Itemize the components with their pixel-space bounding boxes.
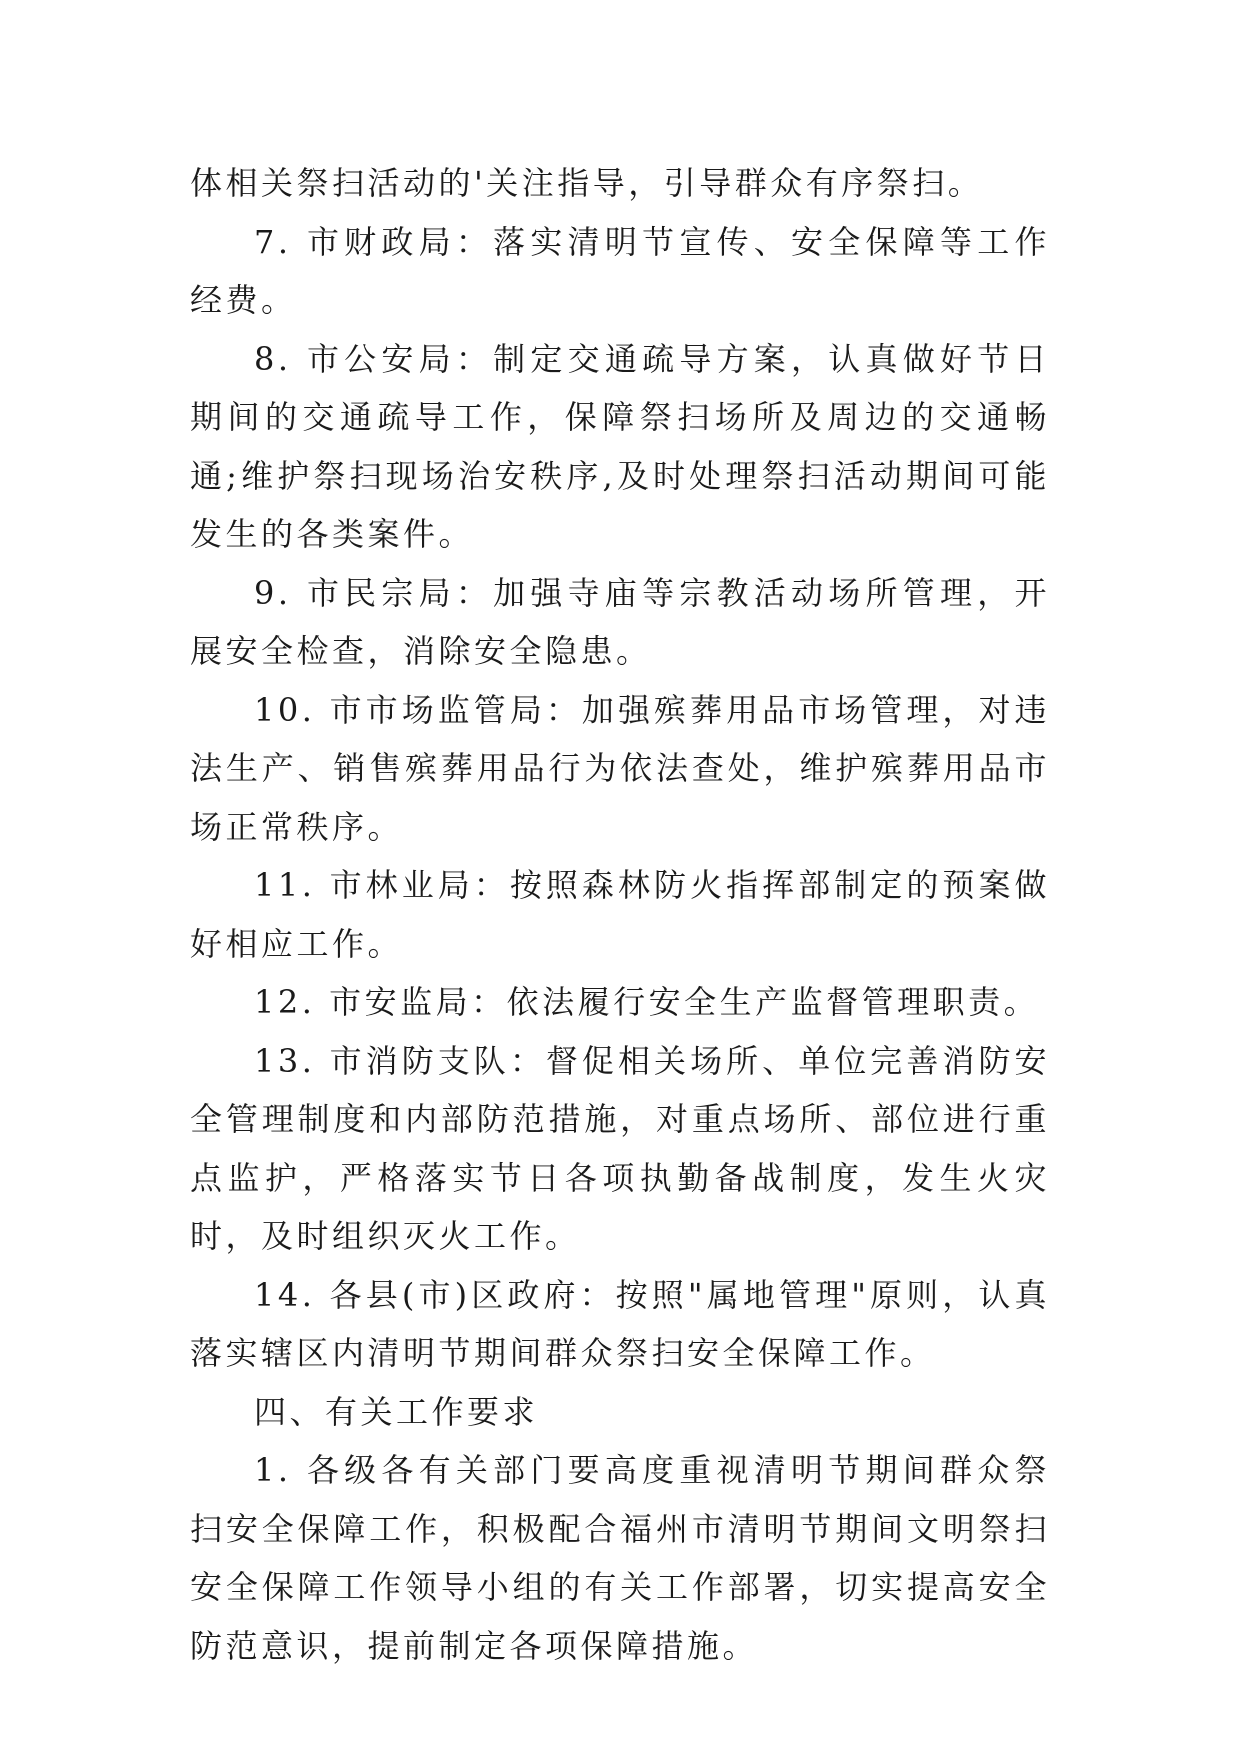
- paragraph-item-12: 12. 市安监局：依法履行安全生产监督管理职责。: [254, 983, 1040, 1021]
- paragraph-item-8: 8. 市公安局：制定交通疏导方案，认真做好节日期间的交通疏导工作，保障祭扫场所及周边的交通畅通;维护祭扫现场治安秩序,及时处理祭扫活动期间可能发生的各类案件。: [190, 339, 1050, 553]
- section-heading: 四、有关工作要求: [254, 1392, 539, 1431]
- paragraph-requirement-1: 1. 各级各有关部门要高度重视清明节期间群众祭扫安全保障工作，积极配合福州市清明节期间文明祭扫安全保障工作领导小组的有关工作部署，切实提高安全防范意识，提前制定各项保障措施。: [190, 1451, 1050, 1665]
- paragraph-item-13: 13. 市消防支队：督促相关场所、单位完善消防安全管理制度和内部防范措施，对重点场所、部位进行重点监护，严格落实节日各项执勤备战制度，发生火灾时，及时组织灭火工作。: [190, 1041, 1050, 1255]
- paragraph-item-7: 7. 市财政局：落实清明节宣传、安全保障等工作经费。: [190, 222, 1050, 319]
- paragraph-item-11: 11. 市林业局：按照森林防火指挥部制定的预案做好相应工作。: [190, 866, 1050, 963]
- paragraph-item-10: 10. 市市场监管局：加强殡葬用品市场管理，对违法生产、销售殡葬用品行为依法查处，维护殡葬用品市场正常秩序。: [190, 690, 1050, 846]
- paragraph-continuation: 体相关祭扫活动的'关注指导，引导群众有序祭扫。: [190, 164, 984, 202]
- paragraph-item-9: 9. 市民宗局：加强寺庙等宗教活动场所管理，开展安全检查，消除安全隐患。: [190, 573, 1050, 670]
- paragraph-item-14: 14. 各县(市)区政府：按照"属地管理"原则，认真落实辖区内清明节期间群众祭扫安全保障工作。: [190, 1275, 1050, 1372]
- document-page: [190, 154, 1050, 1675]
